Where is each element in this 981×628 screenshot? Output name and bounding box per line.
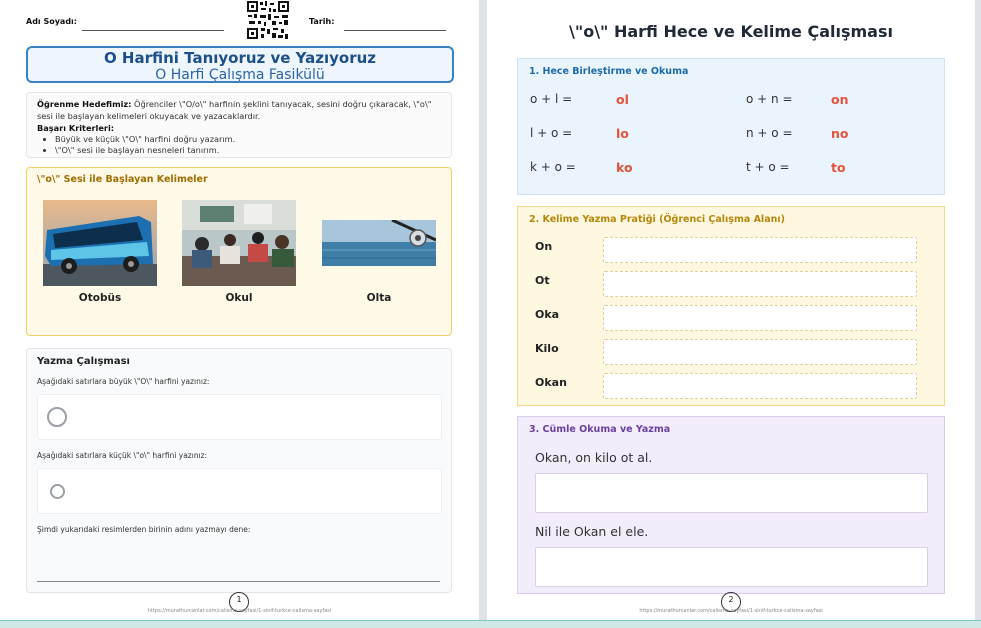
practice-word-box[interactable] <box>603 237 917 263</box>
page-edge <box>975 0 981 627</box>
practice-word-box[interactable] <box>603 339 917 365</box>
bus-photo <box>43 200 157 286</box>
caption-otobus: Otobüs <box>78 292 122 304</box>
criteria-heading: Başarı Kriterleri: <box>37 123 115 133</box>
sentence-writing-box[interactable] <box>535 547 928 587</box>
date-label: Tarih: <box>309 17 335 26</box>
sentence-text: Okan, on kilo ot al. <box>535 450 653 465</box>
practice-word: Ot <box>535 274 550 287</box>
fishing-rod-photo <box>322 220 436 266</box>
goals-text: Öğrenciler \"O/o\" harfinin şeklini tanıyacak, sesini doğru çıkaracak, \"o\" sesi ile başlayan kelimeleri okuyacak ve yazacaklardır. <box>37 99 432 121</box>
footer-url: https://murathurcanlar.com/calisma-sayfasi/1-sinif-turkce-calisma-sayfasi <box>639 608 823 614</box>
name-label: Adı Soyadı: <box>26 17 77 26</box>
practice-word: Oka <box>535 308 560 321</box>
syllable-equation: k + o = <box>530 160 576 174</box>
lowercase-writing-box[interactable] <box>37 468 442 514</box>
syllable-section-title: 1. Hece Birleştirme ve Okuma <box>529 66 689 77</box>
lowercase-o-guide-icon <box>50 484 65 499</box>
practice-word-box[interactable] <box>603 305 917 331</box>
syllable-equation: t + o = <box>746 160 790 174</box>
criteria-item: • \"O\" sesi ile başlayan nesneleri tanırım. <box>55 145 437 156</box>
learning-goals <box>26 92 452 158</box>
page-number: 2 <box>721 592 741 612</box>
syllable-equation: o + n = <box>746 92 793 106</box>
uppercase-writing-box[interactable] <box>37 394 442 440</box>
page-number: 1 <box>229 592 249 612</box>
practice-word: Kilo <box>535 342 559 355</box>
syllable-answer: ol <box>616 92 629 107</box>
footer-url: https://murathurcanlar.com/calisma-sayfasi/1-sinif-turkce-calisma-sayfasi <box>147 608 332 614</box>
practice-word: On <box>535 240 553 253</box>
sentence-section-title: 3. Cümle Okuma ve Yazma <box>529 424 671 435</box>
criteria-item: • Büyük ve küçük \"O\" harfini doğru yazarım. <box>55 134 437 145</box>
title-box <box>26 46 454 83</box>
page-divider <box>479 0 487 627</box>
syllable-equation: n + o = <box>746 126 793 140</box>
instruction-uppercase: Aşağıdaki satırlara büyük \"O\" harfini yazınız: <box>37 377 210 386</box>
words-section <box>26 167 452 336</box>
worksheet-subtitle: O Harfi Çalışma Fasikülü <box>155 67 325 83</box>
sentence-text: Nil ile Okan el ele. <box>535 524 649 539</box>
worksheet-page-2 <box>487 0 975 620</box>
sentence-writing-box[interactable] <box>535 473 928 513</box>
classroom-photo <box>182 200 296 286</box>
practice-word: Okan <box>535 376 567 389</box>
syllable-answer: on <box>831 92 849 107</box>
worksheet-page-1 <box>0 0 479 620</box>
uppercase-o-guide-icon <box>47 407 67 427</box>
writing-section <box>26 348 452 593</box>
instruction-lowercase: Aşağıdaki satırlara küçük \"o\" harfini yazınız: <box>37 451 208 460</box>
words-section-title: \"o\" Sesi ile Başlayan Kelimeler <box>37 174 208 185</box>
syllable-section <box>517 58 945 195</box>
name-writing-line[interactable] <box>37 581 440 582</box>
instruction-name: Şimdi yukarıdaki resimlerden birinin adını yazmayı dene: <box>37 525 251 534</box>
writing-title: Yazma Çalışması <box>37 356 130 367</box>
syllable-equation: o + l = <box>530 92 573 106</box>
worksheet-title: O Harfini Tanıyoruz ve Yazıyoruz <box>103 49 377 67</box>
word-practice-title: 2. Kelime Yazma Pratiği (Öğrenci Çalışma Alanı) <box>529 214 785 225</box>
date-line <box>344 30 446 31</box>
name-line <box>82 30 224 31</box>
practice-word-box[interactable] <box>603 373 917 399</box>
practice-word-box[interactable] <box>603 271 917 297</box>
word-practice-section <box>517 206 945 406</box>
sentence-section <box>517 416 945 594</box>
qr-code-icon <box>246 0 290 40</box>
goals-heading: Öğrenme Hedefimiz: <box>37 99 132 109</box>
syllable-equation: l + o = <box>530 126 573 140</box>
syllable-answer: ko <box>616 160 633 175</box>
syllable-answer: lo <box>616 126 629 141</box>
syllable-answer: to <box>831 160 846 175</box>
caption-okul: Okul <box>225 292 253 304</box>
page2-title: \"o\" Harfi Hece ve Kelime Çalışması <box>569 22 893 41</box>
syllable-answer: no <box>831 126 849 141</box>
caption-olta: Olta <box>366 292 392 304</box>
